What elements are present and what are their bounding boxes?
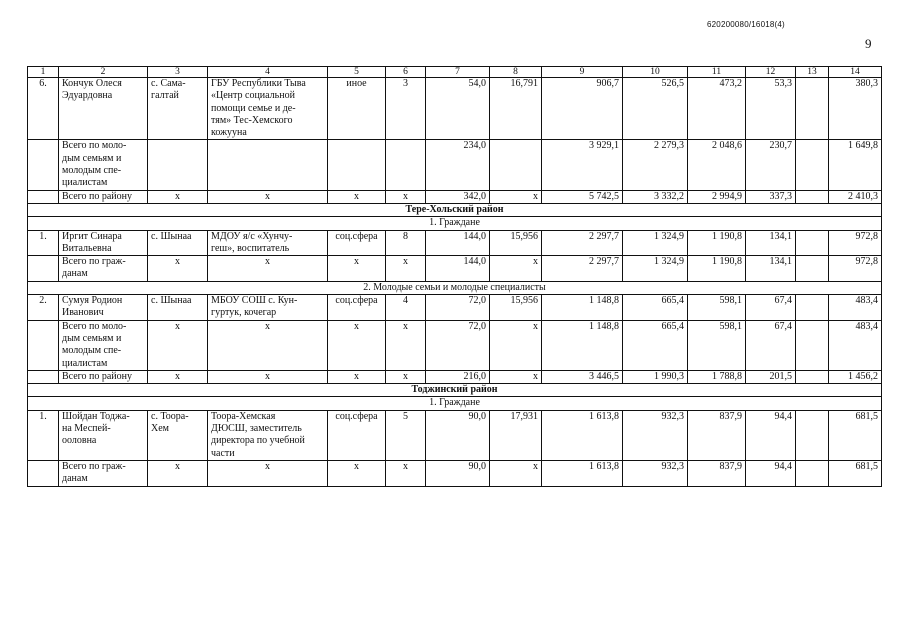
table-cell-c11: 837,9 <box>688 460 746 486</box>
table-cell-c10: 932,3 <box>623 410 688 460</box>
table-cell-c9: 2 297,7 <box>542 230 623 256</box>
table-cell-c7: 144,0 <box>426 256 490 282</box>
table-cell-c3 <box>148 410 208 460</box>
table-cell-c14: 972,8 <box>829 256 882 282</box>
cell-line: Иргит Синара <box>62 230 122 242</box>
cell-line: галтай <box>151 90 179 102</box>
table-cell-c11: 598,1 <box>688 295 746 321</box>
table-cell-c11: 1 190,8 <box>688 256 746 282</box>
table-cell-c4 <box>208 140 328 190</box>
cell-line: с. Шынаа <box>151 295 192 307</box>
table-cell-c3: х <box>148 370 208 383</box>
total-row <box>28 320 882 370</box>
cell-line: Эдуардовна <box>62 90 113 102</box>
table-cell-c10: 1 990,3 <box>623 370 688 383</box>
table-cell-c8: 15,956 <box>490 230 542 256</box>
table-cell-c6: 3 <box>386 78 426 140</box>
cell-line: Всего по району <box>62 370 133 382</box>
table-cell-c12: 67,4 <box>746 295 796 321</box>
district-section-row <box>28 384 882 397</box>
table-cell-c8: 17,931 <box>490 410 542 460</box>
cell-line: с. Шынаа <box>151 230 192 242</box>
district-heading: Тере-Хольский район <box>28 203 882 216</box>
table-cell-c4 <box>208 410 328 460</box>
table-cell-c2 <box>59 460 148 486</box>
cell-line: Витальевна <box>62 242 112 254</box>
cell-line: Всего по моло- <box>62 140 127 152</box>
table-cell-c1: 2. <box>28 295 59 321</box>
table-cell-c9: 1 148,8 <box>542 320 623 370</box>
table-cell-c6: 5 <box>386 410 426 460</box>
table-cell-c6: 8 <box>386 230 426 256</box>
table-cell-c7: 90,0 <box>426 460 490 486</box>
table-cell-c9: 1 613,8 <box>542 410 623 460</box>
category-subsection-row <box>28 397 882 410</box>
cell-line: Кончук Олеся <box>62 78 122 89</box>
table-row <box>28 230 882 256</box>
cell-line: Тоора-Хемская <box>211 410 276 422</box>
table-cell-c4: х <box>208 256 328 282</box>
table-cell-c10: 1 324,9 <box>623 230 688 256</box>
table-cell-c14: 380,3 <box>829 78 882 140</box>
table-cell-c9: 3 929,1 <box>542 140 623 190</box>
cell-line: МБОУ СОШ с. Кун- <box>211 295 298 307</box>
column-header: 13 <box>796 67 829 78</box>
cell-line: с. Тоора- <box>151 410 189 422</box>
table-cell-c1: 1. <box>28 410 59 460</box>
cell-line: Всего по граж- <box>62 460 126 472</box>
table-cell-c12: 53,3 <box>746 78 796 140</box>
table-cell-c3 <box>148 295 208 321</box>
table-cell-c5: соц.сфера <box>328 230 386 256</box>
table-cell-c13 <box>796 190 829 203</box>
table-cell-c3 <box>148 230 208 256</box>
table-cell-c5: х <box>328 370 386 383</box>
table-cell-c14: 2 410,3 <box>829 190 882 203</box>
table-cell-c5 <box>328 140 386 190</box>
table-cell-c6 <box>386 140 426 190</box>
table-cell-c6: х <box>386 370 426 383</box>
table-cell-c6: х <box>386 190 426 203</box>
table-cell-c8 <box>490 140 542 190</box>
table-cell-c1 <box>28 370 59 383</box>
table-cell-c13 <box>796 320 829 370</box>
table-cell-c10: 665,4 <box>623 320 688 370</box>
table-cell-c2 <box>59 370 148 383</box>
table-cell-c12: 94,4 <box>746 410 796 460</box>
cell-line: Всего по району <box>62 190 133 202</box>
cell-line: данам <box>62 473 88 485</box>
column-header: 10 <box>623 67 688 78</box>
cell-line: МДОУ я/с «Хунчу- <box>211 230 293 242</box>
table-cell-c8: 15,956 <box>490 295 542 321</box>
table-cell-c10: 1 324,9 <box>623 256 688 282</box>
table-cell-c8: х <box>490 320 542 370</box>
total-row <box>28 460 882 486</box>
cell-line: Сумуя Родион <box>62 295 123 307</box>
table-cell-c7: 216,0 <box>426 370 490 383</box>
category-heading: 2. Молодые семьи и молодые специалисты <box>28 281 882 294</box>
cell-line: тям» Тес-Хемского <box>211 114 293 126</box>
cell-line: «Центр социальной <box>211 90 295 102</box>
cell-line: на Меспей- <box>62 423 111 435</box>
table-cell-c1 <box>28 190 59 203</box>
table-cell-c7: 342,0 <box>426 190 490 203</box>
table-cell-c1: 6. <box>28 78 59 140</box>
table-cell-c9: 2 297,7 <box>542 256 623 282</box>
district-section-row <box>28 203 882 216</box>
table-cell-c9: 1 613,8 <box>542 460 623 486</box>
table-cell-c7: 234,0 <box>426 140 490 190</box>
table-cell-c1 <box>28 256 59 282</box>
table-cell-c11: 1 190,8 <box>688 230 746 256</box>
table-cell-c13 <box>796 410 829 460</box>
column-header: 5 <box>328 67 386 78</box>
table-cell-c4 <box>208 295 328 321</box>
table-cell-c2 <box>59 295 148 321</box>
column-header: 6 <box>386 67 426 78</box>
table-cell-c5: х <box>328 320 386 370</box>
cell-line: помощи семье и де- <box>211 102 296 114</box>
table-cell-c2 <box>59 230 148 256</box>
table-cell-c4 <box>208 230 328 256</box>
table-cell-c13 <box>796 140 829 190</box>
table-cell-c3: х <box>148 256 208 282</box>
column-header: 3 <box>148 67 208 78</box>
table-cell-c11: 598,1 <box>688 320 746 370</box>
column-header: 11 <box>688 67 746 78</box>
table-cell-c2 <box>59 78 148 140</box>
column-header: 12 <box>746 67 796 78</box>
table-cell-c13 <box>796 295 829 321</box>
district-heading: Тоджинский район <box>28 384 882 397</box>
table-cell-c5: х <box>328 460 386 486</box>
table-cell-c9: 3 446,5 <box>542 370 623 383</box>
table-cell-c8: 16,791 <box>490 78 542 140</box>
table-cell-c12: 94,4 <box>746 460 796 486</box>
table-cell-c4: х <box>208 460 328 486</box>
cell-line: дым семьям и <box>62 332 122 344</box>
table-cell-c3 <box>148 78 208 140</box>
cell-line: Всего по моло- <box>62 320 127 332</box>
column-header: 7 <box>426 67 490 78</box>
table-cell-c14: 681,5 <box>829 410 882 460</box>
total-row <box>28 190 882 203</box>
table-cell-c6: х <box>386 256 426 282</box>
table-cell-c13 <box>796 256 829 282</box>
table-cell-c13 <box>796 78 829 140</box>
table-cell-c5: соц.сфера <box>328 295 386 321</box>
cell-line: с. Сама- <box>151 78 186 89</box>
cell-line: данам <box>62 268 88 280</box>
category-subsection-row <box>28 217 882 230</box>
cell-line: ДЮСШ, заместитель <box>211 423 302 435</box>
table-cell-c10: 526,5 <box>623 78 688 140</box>
table-cell-c9: 5 742,5 <box>542 190 623 203</box>
data-table <box>27 66 882 487</box>
table-cell-c10: 2 279,3 <box>623 140 688 190</box>
table-cell-c5: х <box>328 190 386 203</box>
table-cell-c1: 1. <box>28 230 59 256</box>
table-cell-c4 <box>208 78 328 140</box>
column-header: 2 <box>59 67 148 78</box>
cell-line: молодым спе- <box>62 345 122 357</box>
table-cell-c12: 201,5 <box>746 370 796 383</box>
table-cell-c11: 1 788,8 <box>688 370 746 383</box>
table-cell-c4: х <box>208 370 328 383</box>
table-cell-c14: 483,4 <box>829 320 882 370</box>
table-cell-c14: 681,5 <box>829 460 882 486</box>
table-cell-c9: 906,7 <box>542 78 623 140</box>
table-cell-c2 <box>59 410 148 460</box>
table-row <box>28 410 882 460</box>
table-cell-c8: х <box>490 256 542 282</box>
table-header-row <box>28 67 882 78</box>
table-row <box>28 295 882 321</box>
table-cell-c13 <box>796 370 829 383</box>
table-cell-c5: иное <box>328 78 386 140</box>
table-cell-c2 <box>59 256 148 282</box>
table-cell-c8: х <box>490 370 542 383</box>
column-header: 1 <box>28 67 59 78</box>
table-cell-c11: 473,2 <box>688 78 746 140</box>
table-cell-c1 <box>28 320 59 370</box>
table-cell-c10: 665,4 <box>623 295 688 321</box>
cell-line: ГБУ Республики Тыва <box>211 78 306 89</box>
table-cell-c3: х <box>148 460 208 486</box>
table-cell-c6: х <box>386 460 426 486</box>
table-cell-c10: 932,3 <box>623 460 688 486</box>
table-cell-c14: 972,8 <box>829 230 882 256</box>
table-row <box>28 78 882 140</box>
table-cell-c14: 1 456,2 <box>829 370 882 383</box>
page-number: 9 <box>865 36 872 51</box>
cell-line: ооловна <box>62 435 97 447</box>
table-cell-c9: 1 148,8 <box>542 295 623 321</box>
total-row <box>28 140 882 190</box>
table-cell-c12: 134,1 <box>746 256 796 282</box>
cell-line: молодым спе- <box>62 165 122 177</box>
cell-line: циалистам <box>62 357 108 369</box>
cell-line: Хем <box>151 423 169 435</box>
table-cell-c2 <box>59 320 148 370</box>
table-cell-c7: 72,0 <box>426 295 490 321</box>
cell-line: Всего по граж- <box>62 256 126 268</box>
cell-line: Шойдан Тоджа- <box>62 410 130 422</box>
table-cell-c1 <box>28 460 59 486</box>
cell-line: гуртук, кочегар <box>211 307 277 319</box>
category-heading: 1. Граждане <box>28 217 882 230</box>
table-cell-c3 <box>148 140 208 190</box>
table-cell-c4: х <box>208 190 328 203</box>
total-row <box>28 256 882 282</box>
total-row <box>28 370 882 383</box>
table-cell-c4: х <box>208 320 328 370</box>
table-cell-c7: 54,0 <box>426 78 490 140</box>
table-cell-c5: соц.сфера <box>328 410 386 460</box>
document-id: 620200080/16018(4) <box>707 20 785 29</box>
table-cell-c14: 1 649,8 <box>829 140 882 190</box>
table-cell-c1 <box>28 140 59 190</box>
column-header: 9 <box>542 67 623 78</box>
table-cell-c10: 3 332,2 <box>623 190 688 203</box>
cell-line: кожууна <box>211 127 247 139</box>
table-cell-c13 <box>796 230 829 256</box>
table-cell-c12: 67,4 <box>746 320 796 370</box>
column-header: 4 <box>208 67 328 78</box>
table-cell-c2 <box>59 140 148 190</box>
table-cell-c5: х <box>328 256 386 282</box>
table-cell-c8: х <box>490 190 542 203</box>
table-cell-c11: 837,9 <box>688 410 746 460</box>
cell-line: части <box>211 447 235 459</box>
cell-line: дым семьям и <box>62 152 122 164</box>
category-subsection-row <box>28 281 882 294</box>
table-cell-c12: 337,3 <box>746 190 796 203</box>
cell-line: циалистам <box>62 177 108 189</box>
table-cell-c8: х <box>490 460 542 486</box>
cell-line: директора по учебной <box>211 435 305 447</box>
table-cell-c7: 90,0 <box>426 410 490 460</box>
table-cell-c12: 230,7 <box>746 140 796 190</box>
column-header: 14 <box>829 67 882 78</box>
table-cell-c6: 4 <box>386 295 426 321</box>
table-cell-c2 <box>59 190 148 203</box>
cell-line: Иванович <box>62 307 104 319</box>
column-header: 8 <box>490 67 542 78</box>
table-cell-c3: х <box>148 320 208 370</box>
table-cell-c11: 2 994,9 <box>688 190 746 203</box>
table-cell-c12: 134,1 <box>746 230 796 256</box>
table-cell-c11: 2 048,6 <box>688 140 746 190</box>
table-cell-c3: х <box>148 190 208 203</box>
category-heading: 1. Граждане <box>28 397 882 410</box>
table-cell-c7: 144,0 <box>426 230 490 256</box>
table-cell-c6: х <box>386 320 426 370</box>
table-cell-c13 <box>796 460 829 486</box>
table-cell-c7: 72,0 <box>426 320 490 370</box>
table-cell-c14: 483,4 <box>829 295 882 321</box>
cell-line: геш», воспитатель <box>211 242 290 254</box>
